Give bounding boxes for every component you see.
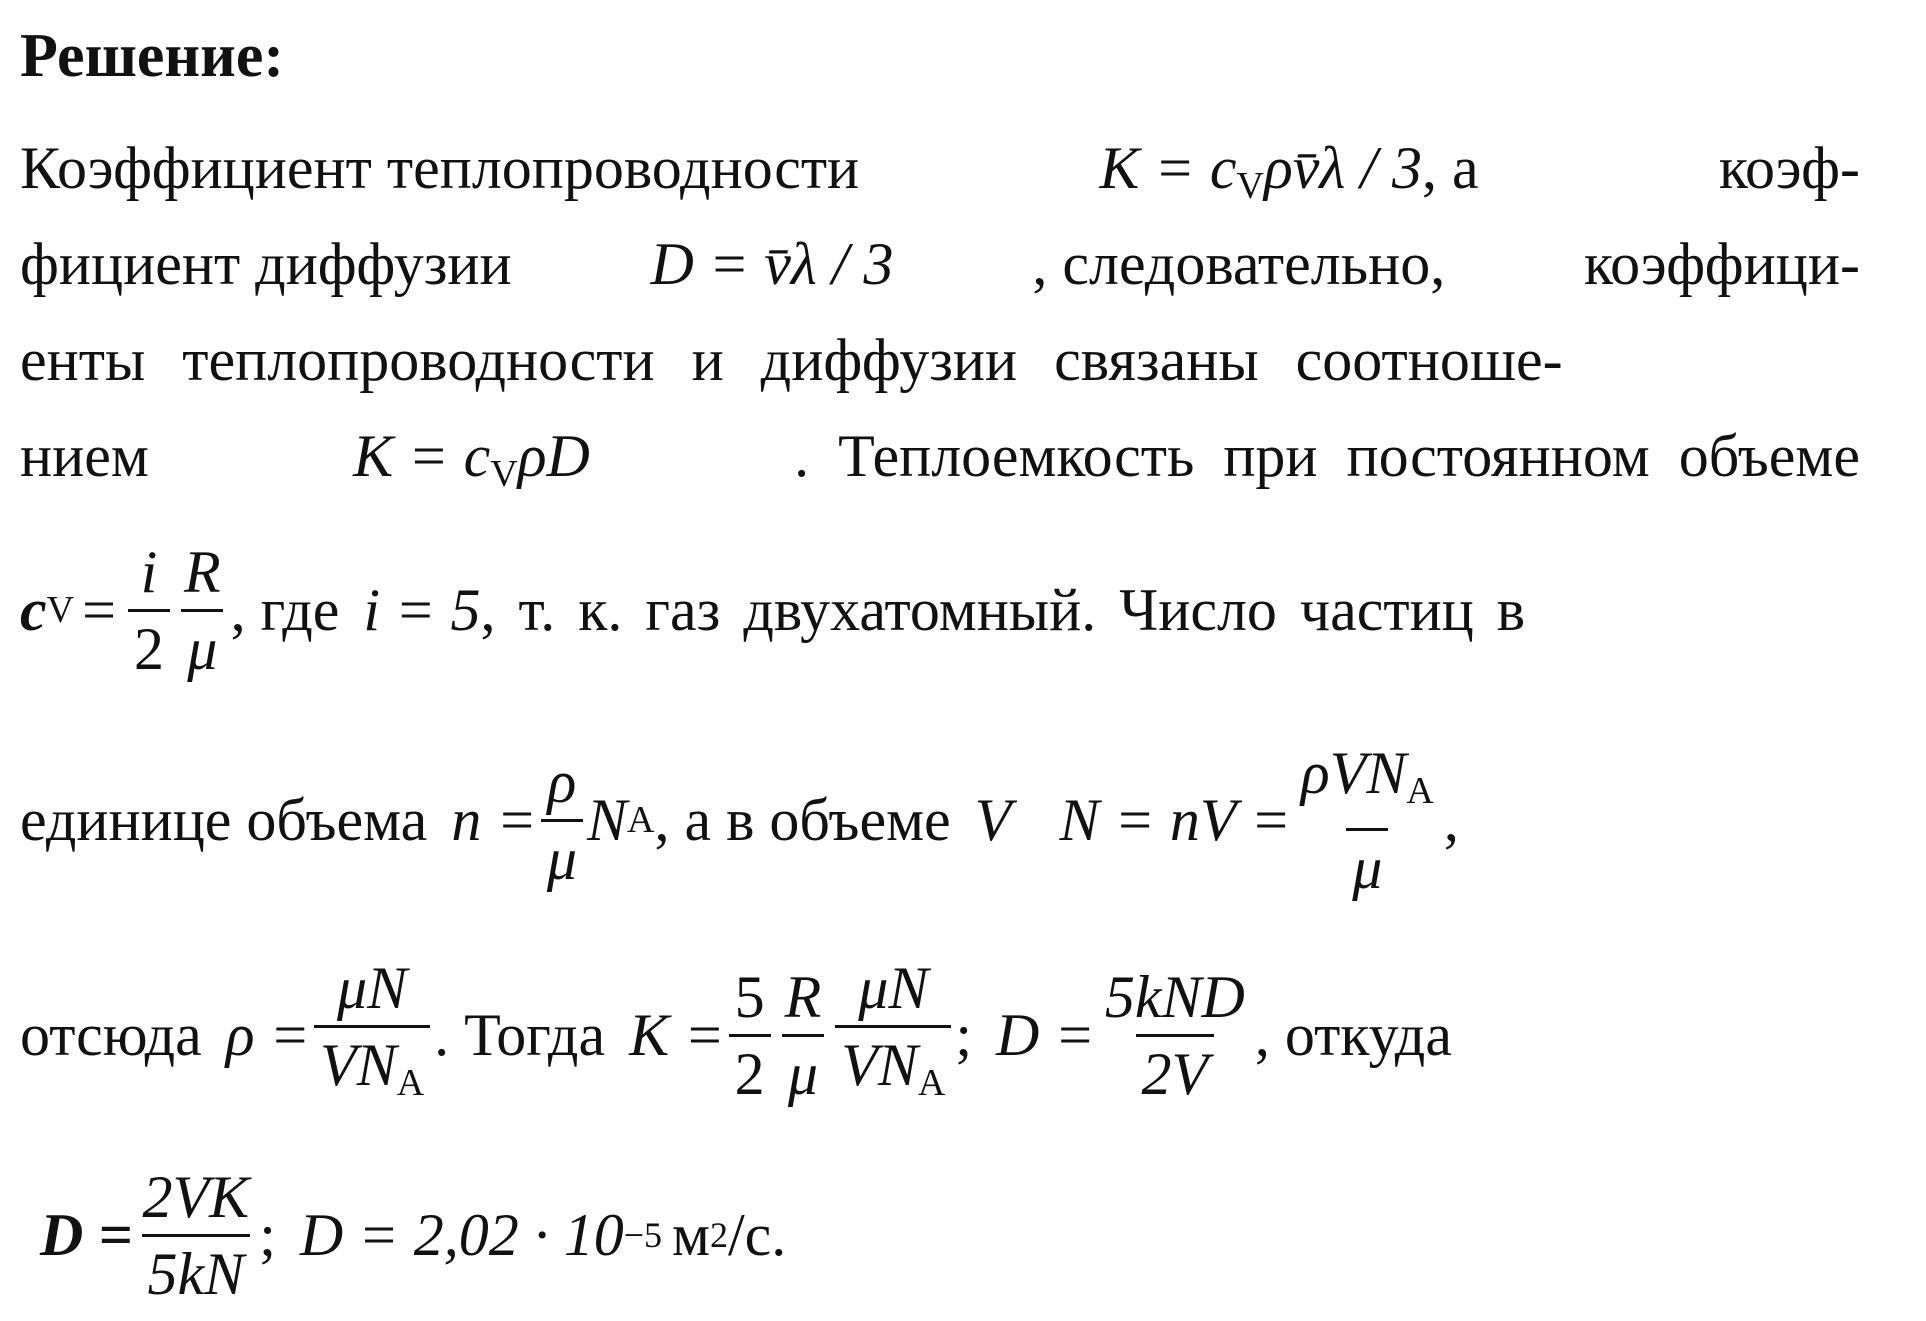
text-segment: Коэффициент теплопроводности xyxy=(20,135,860,201)
text-segment: коэффици- xyxy=(1584,231,1860,297)
text-line-2 xyxy=(20,228,1860,300)
fraction-rhovna-over-mu xyxy=(1295,736,1440,905)
fraction-numerator: μN xyxy=(337,954,408,1021)
fraction-denominator-text: VN xyxy=(320,1031,397,1098)
fraction-denominator-subscript: A xyxy=(396,1061,425,1104)
fraction-denominator-subscript: A xyxy=(917,1061,946,1104)
fraction-denominator: μ xyxy=(1346,828,1388,905)
formula-part: K = c xyxy=(1099,135,1237,201)
text-segment: , где xyxy=(230,577,340,643)
fraction-numerator: R xyxy=(784,963,822,1030)
fraction-numerator: R xyxy=(183,538,221,605)
fraction-numerator xyxy=(1295,736,1440,828)
fraction-i-over-2 xyxy=(128,535,170,686)
fraction-denominator: 2V xyxy=(1136,1034,1215,1111)
volume-symbol: V xyxy=(974,787,1012,853)
text-segment: , а в объеме xyxy=(654,787,951,853)
text-segment: енты теплопроводности и диффузии связаны соотноше- xyxy=(20,327,1563,393)
text-segment: , а xyxy=(1422,135,1479,201)
formula-rho-equals: ρ = xyxy=(225,1002,311,1068)
text-line-1 xyxy=(20,132,1860,222)
formula-line-particle-count xyxy=(20,740,1860,900)
text-line-4 xyxy=(20,420,1860,510)
formula-n-total: N = nV = xyxy=(1059,787,1291,853)
text-segment: . Тогда xyxy=(434,1002,606,1068)
formula-d-equals: D = xyxy=(40,1202,133,1268)
formula-part: ρv̄λ / 3 xyxy=(1263,135,1423,201)
fraction-denominator: 2 xyxy=(128,609,170,686)
formula-subscript: V xyxy=(490,453,518,495)
semicolon: ; xyxy=(955,1002,973,1068)
fraction-denominator: μ xyxy=(782,1034,824,1111)
formula-n-equals: n = xyxy=(451,787,537,853)
formula-relation xyxy=(353,420,590,510)
fraction-5knd-over-2v xyxy=(1099,960,1251,1111)
formula-part: ρD xyxy=(517,423,590,489)
fraction-denominator xyxy=(314,1025,430,1120)
semicolon: ; xyxy=(259,1202,276,1268)
fraction-numerator: 5 xyxy=(734,963,765,1030)
formula-d-equals: D = xyxy=(996,1002,1095,1068)
avogadro-subscript: A xyxy=(626,799,655,841)
cv-symbol: c xyxy=(20,577,47,643)
formula-line-density xyxy=(20,950,1860,1120)
text-segment: отсюда xyxy=(20,1002,202,1068)
text-segment: коэф- xyxy=(1718,135,1860,201)
fraction-numerator: μN xyxy=(858,954,929,1021)
fraction-numerator-subscript: A xyxy=(1406,769,1434,812)
fraction-denominator: 2 xyxy=(729,1034,771,1111)
formula-diffusion: D = v̄λ / 3 xyxy=(650,231,894,297)
fraction-denominator: μ xyxy=(541,819,583,896)
cv-subscript: V xyxy=(46,589,75,631)
fraction-2vk-over-5kn xyxy=(137,1160,256,1311)
formula-subscript: V xyxy=(1236,165,1264,207)
text-segment: . Теплоемкость при постоянном объеме xyxy=(794,423,1860,489)
result-value: D = 2,02 · 10 xyxy=(299,1202,624,1268)
result-unit: м xyxy=(672,1202,710,1268)
equals-sign: = xyxy=(82,577,116,643)
text-segment: единице объема xyxy=(20,787,428,853)
formula-i-equals: i = 5 xyxy=(363,577,481,643)
fraction-mun-over-vna xyxy=(835,951,951,1120)
formula-line-result xyxy=(20,1160,1860,1310)
text-line-3 xyxy=(20,324,1860,396)
formula-part: K = c xyxy=(353,423,491,489)
text-segment: , следовательно, xyxy=(1032,231,1446,297)
formula-k-equals: K = xyxy=(629,1002,725,1068)
fraction-numerator-text: ρVN xyxy=(1300,739,1407,806)
avogadro-symbol: N xyxy=(586,787,627,853)
text-segment: , откуда xyxy=(1254,1002,1452,1068)
text-segment: фициент диффузии xyxy=(20,231,512,297)
fraction-rho-over-mu xyxy=(541,745,583,896)
fraction-denominator xyxy=(835,1025,951,1120)
result-exponent: −5 xyxy=(623,1215,663,1255)
fraction-numerator: i xyxy=(140,538,158,605)
fraction-numerator: ρ xyxy=(547,748,577,815)
result-unit-rest: /с. xyxy=(727,1202,787,1268)
text-segment: , т. к. газ двухатомный. Число частиц в xyxy=(480,577,1526,643)
heading: Решение: xyxy=(20,22,285,90)
fraction-denominator: 5kN xyxy=(142,1234,251,1311)
fraction-r-over-mu xyxy=(178,535,227,686)
text-segment: нием xyxy=(20,423,149,489)
comma: , xyxy=(1443,787,1459,853)
fraction-numerator: 5kND xyxy=(1104,963,1245,1030)
result-unit-exponent: 2 xyxy=(709,1215,728,1255)
fraction-r-over-mu xyxy=(779,960,828,1111)
formula-line-heat-capacity xyxy=(20,530,1860,690)
fraction-denominator-text: VN xyxy=(841,1031,918,1098)
fraction-denominator: μ xyxy=(181,609,223,686)
fraction-5-over-2 xyxy=(729,960,771,1111)
fraction-mun-over-vna xyxy=(314,951,430,1120)
fraction-numerator: 2VK xyxy=(142,1163,250,1230)
formula-thermal-conductivity xyxy=(1099,132,1478,222)
